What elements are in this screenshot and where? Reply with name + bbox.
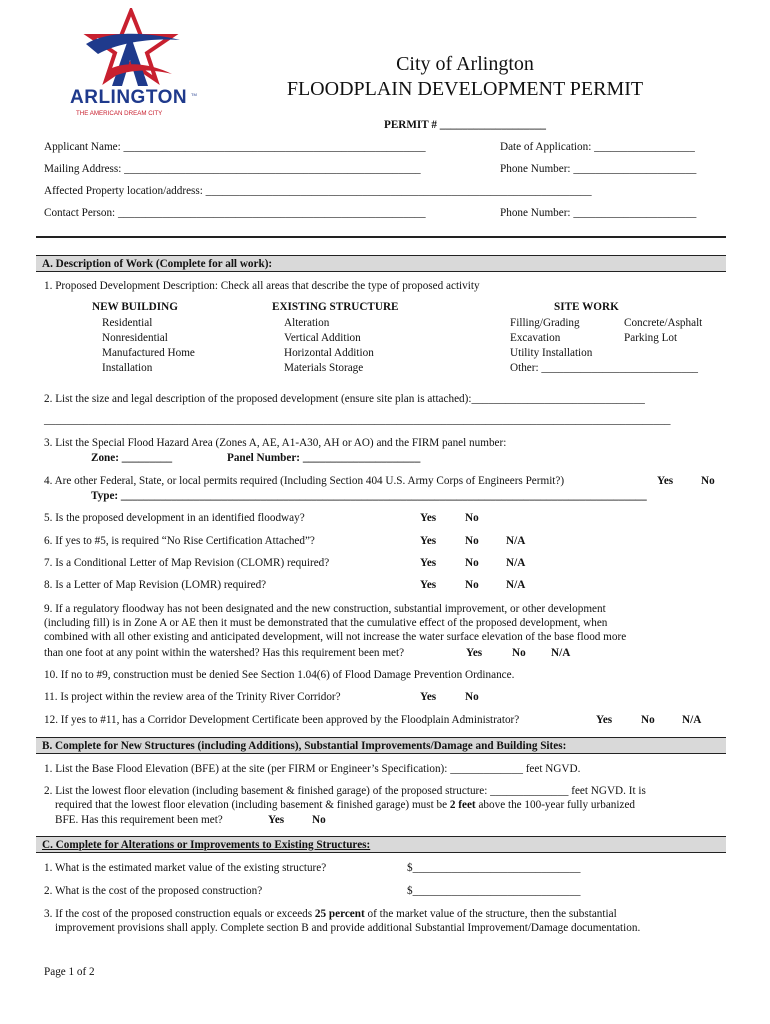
section-b-title: B. Complete for New Structures (including Additions), Substantial Improvements/Damage and Building Sites: (42, 740, 567, 752)
b-q2-text-a: required that the lowest floor elevation (including basement & finished garage) must be (55, 799, 450, 811)
c-question-1: 1. What is the estimated market value of the existing structure? (44, 862, 327, 874)
q9-no[interactable]: No (512, 647, 526, 659)
q12-no[interactable]: No (641, 714, 655, 726)
b-question-2-line-1[interactable]: 2. List the lowest floor elevation (including basement & finished garage) of the proposed structure: ______________ feet NGVD. It is (44, 785, 646, 797)
question-9-line-3: combined with all other existing and anticipated development, will not increase the water surface elevation of the base flood more (44, 631, 627, 643)
phone-number-field[interactable]: Phone Number: ______________________ (500, 163, 697, 175)
date-of-application-field[interactable]: Date of Application: __________________ (500, 141, 695, 153)
c-q3-text-b: of the market value of the structure, then the substantial (364, 908, 617, 920)
question-8: 8. Is a Letter of Map Revision (LOMR) required? (44, 579, 267, 591)
construction-cost-field[interactable]: $______________________________ (407, 885, 581, 897)
q7-yes[interactable]: Yes (420, 557, 437, 569)
city-title: City of Arlington (396, 53, 534, 75)
q9-na[interactable]: N/A (551, 647, 571, 659)
option-utility-installation[interactable]: Utility Installation (510, 347, 593, 359)
b-q2-bold: 2 feet (449, 799, 476, 811)
question-1: 1. Proposed Development Description: Check all areas that describe the type of proposed activity (44, 280, 480, 292)
q12-na[interactable]: N/A (682, 714, 702, 726)
b-q2-yes[interactable]: Yes (268, 814, 285, 826)
option-concrete-asphalt[interactable]: Concrete/Asphalt (624, 317, 703, 329)
site-work-heading: SITE WORK (554, 301, 619, 313)
question-4: 4. Are other Federal, State, or local permits required (Including Section 404 U.S. Army Corps of Engineers Permit?) (44, 475, 565, 487)
panel-number-field[interactable]: Panel Number: _____________________ (227, 452, 421, 464)
q5-no[interactable]: No (465, 512, 479, 524)
applicant-name-field[interactable]: Applicant Name: ______________________________________________________ (44, 141, 426, 153)
option-vertical-addition[interactable]: Vertical Addition (284, 332, 361, 344)
property-address-field[interactable]: Affected Property location/address: _____________________________________________________________________ (44, 185, 592, 197)
question-9-line-1: 9. If a regulatory floodway has not been designated and the new construction, substantial improvement, or other development (44, 603, 606, 615)
logo-tagline: THE AMERICAN DREAM CITY (76, 110, 163, 117)
question-10: 10. If no to #9, construction must be denied See Section 1.04(6) of Flood Damage Prevention Ordinance. (44, 669, 515, 681)
divider (36, 236, 726, 238)
q9-yes[interactable]: Yes (466, 647, 483, 659)
option-nonresidential[interactable]: Nonresidential (102, 332, 168, 344)
question-7: 7. Is a Conditional Letter of Map Revision (CLOMR) required? (44, 557, 330, 569)
c-q3-text-a: 3. If the cost of the proposed construction equals or exceeds (44, 908, 315, 920)
b-question-1[interactable]: 1. List the Base Flood Elevation (BFE) at the site (per FIRM or Engineer’s Specification): _____________ feet NGVD. (44, 763, 581, 775)
c-question-3-line-1 (44, 907, 617, 922)
question-9-line-2: (including fill) is in Zone A or AE then it must be demonstrated that the cumulative effect of the proposed development, when (44, 617, 608, 629)
option-materials-storage[interactable]: Materials Storage (284, 362, 364, 374)
c-question-3-line-2: improvement provisions shall apply. Complete section B and provide additional Substantial Improvement/Damage documentation. (55, 922, 641, 934)
q8-na[interactable]: N/A (506, 579, 526, 591)
option-excavation[interactable]: Excavation (510, 332, 561, 344)
section-a-header (36, 255, 726, 272)
option-filling-grading[interactable]: Filling/Grading (510, 317, 580, 329)
q8-yes[interactable]: Yes (420, 579, 437, 591)
page-number: Page 1 of 2 (44, 966, 95, 978)
permit-title: FLOODPLAIN DEVELOPMENT PERMIT (286, 78, 644, 100)
logo-name: ARLINGTON (70, 87, 188, 108)
q7-na[interactable]: N/A (506, 557, 526, 569)
q6-na[interactable]: N/A (506, 535, 526, 547)
contact-phone-field[interactable]: Phone Number: ______________________ (500, 207, 697, 219)
arlington-logo (68, 8, 200, 124)
contact-person-field[interactable]: Contact Person: _______________________________________________________ (44, 207, 426, 219)
question-2[interactable]: 2. List the size and legal description of the proposed development (ensure site plan is attached):_______________________________ (44, 393, 645, 405)
section-b-header (36, 737, 726, 754)
question-5: 5. Is the proposed development in an identified floodway? (44, 512, 305, 524)
question-6: 6. If yes to #5, is required “No Rise Certification Attached”? (44, 535, 315, 547)
q8-no[interactable]: No (465, 579, 479, 591)
question-11: 11. Is project within the review area of the Trinity River Corridor? (44, 691, 341, 703)
option-alteration[interactable]: Alteration (284, 317, 330, 329)
c-question-2: 2. What is the cost of the proposed construction? (44, 885, 263, 897)
b-question-2-line-2 (55, 798, 635, 813)
q11-yes[interactable]: Yes (420, 691, 437, 703)
new-building-heading: NEW BUILDING (92, 301, 178, 313)
question-12: 12. If yes to #11, has a Corridor Development Certificate been approved by the Floodplain Administrator? (44, 714, 520, 726)
c-q3-bold: 25 percent (314, 908, 365, 920)
mailing-address-field[interactable]: Mailing Address: _____________________________________________________ (44, 163, 421, 175)
q6-no[interactable]: No (465, 535, 479, 547)
option-manufactured-home[interactable]: Manufactured Home (102, 347, 195, 359)
zone-field[interactable]: Zone: _________ (91, 452, 173, 464)
b-q2-no[interactable]: No (312, 814, 326, 826)
q11-no[interactable]: No (465, 691, 479, 703)
market-value-field[interactable]: $______________________________ (407, 862, 581, 874)
option-parking-lot[interactable]: Parking Lot (624, 332, 678, 344)
section-c-title: C. Complete for Alterations or Improvements to Existing Structures: (42, 839, 371, 851)
option-horizontal-addition[interactable]: Horizontal Addition (284, 347, 374, 359)
q5-yes[interactable]: Yes (420, 512, 437, 524)
section-c-header (36, 836, 726, 853)
option-residential[interactable]: Residential (102, 317, 153, 329)
option-other[interactable]: Other: ____________________________ (510, 362, 699, 374)
question-2-line[interactable]: ________________________________________________________________________________________________________________ (44, 414, 671, 426)
b-q2-text-b: above the 100-year fully urbanized (475, 799, 636, 811)
q4-yes[interactable]: Yes (657, 475, 674, 487)
existing-structure-heading: EXISTING STRUCTURE (272, 301, 399, 313)
q6-yes[interactable]: Yes (420, 535, 437, 547)
q7-no[interactable]: No (465, 557, 479, 569)
b-question-2-line-3: BFE. Has this requirement been met? (55, 814, 223, 826)
logo-tm: TM (191, 92, 197, 97)
q12-yes[interactable]: Yes (596, 714, 613, 726)
question-9-line-4: than one foot at any point within the watershed? Has this requirement been met? (44, 647, 405, 659)
section-a-title: A. Description of Work (Complete for all work): (42, 258, 273, 270)
q4-no[interactable]: No (701, 475, 715, 487)
question-3: 3. List the Special Flood Hazard Area (Zones A, AE, A1-A30, AH or AO) and the FIRM panel number: (44, 437, 507, 449)
option-installation[interactable]: Installation (102, 362, 153, 374)
permit-number-field[interactable]: PERMIT # ___________________ (383, 119, 547, 131)
type-field[interactable]: Type: ______________________________________________________________________________________________ (91, 490, 647, 502)
